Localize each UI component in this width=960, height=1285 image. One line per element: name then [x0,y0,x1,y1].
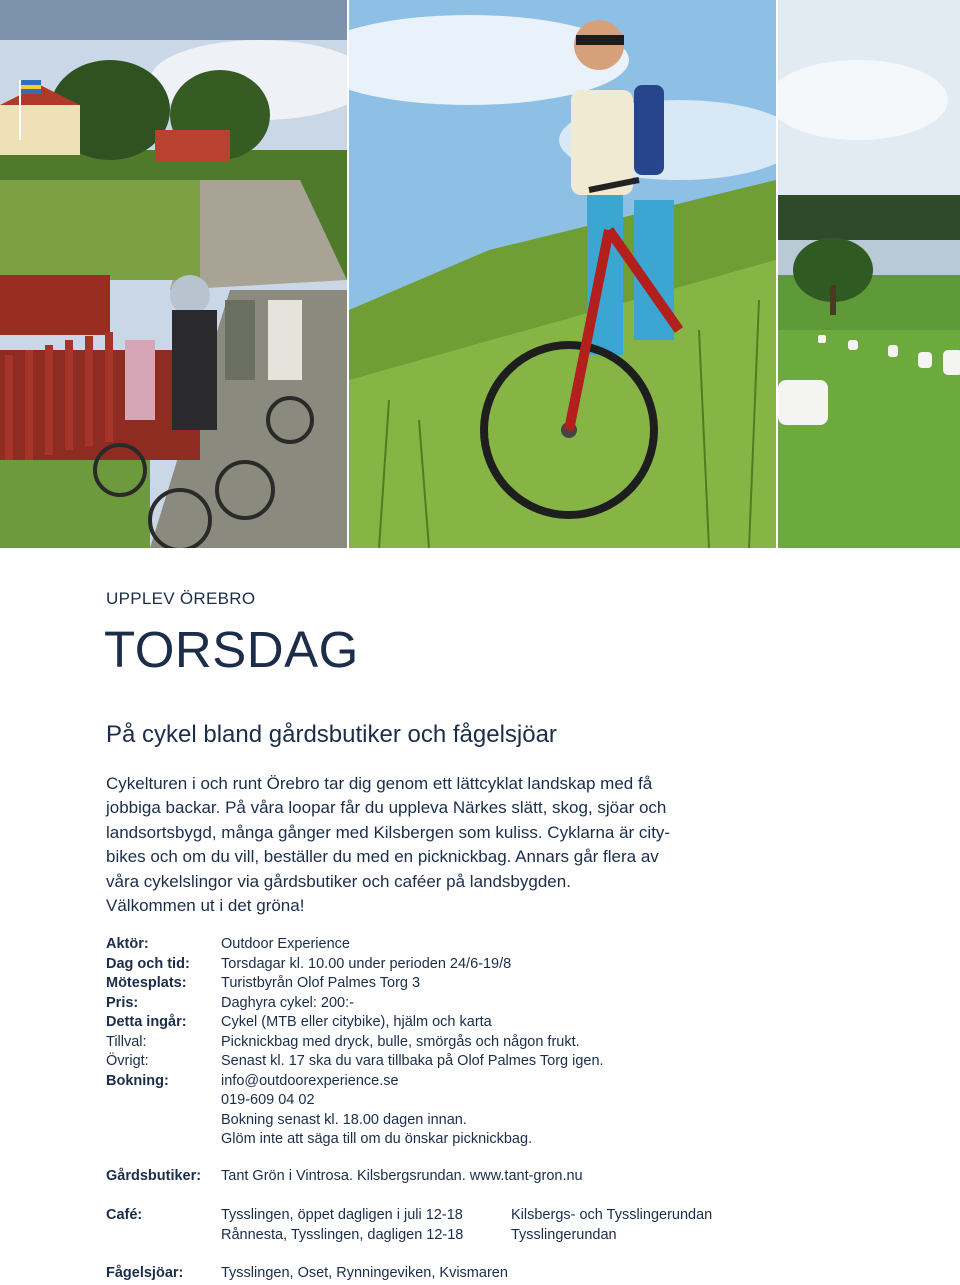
detail-label: Mötesplats: [106,975,187,991]
cafe-place: Rånnesta, Tysslingen, dagligen 12-18 [221,1226,464,1243]
detail-label: Dag och tid: [106,955,190,972]
cafe-label: Café: [106,1207,143,1223]
intro-line: Välkommen ut i det gröna! [106,896,305,916]
detail-value: Senast kl. 17 ska du vara tillbaka på Olof Palmes Torg igen. [221,1053,604,1069]
farm-shops-row [106,1167,866,1187]
detail-value: Glöm inte att säga till om du önskar picknickbag. [221,1131,533,1147]
detail-label: Tillval: [106,1033,147,1050]
detail-value: Outdoor Experience [221,936,350,952]
article-intro [106,772,706,918]
detail-label: Pris: [106,994,139,1011]
cafe-place: Tysslingen, öppet dagligen i juli 12-18 [221,1207,463,1223]
farm-shops-value: Tant Grön i Vintrosa. Kilsbergsrundan. www.tant-gron.nu [221,1168,583,1184]
detail-label: Övrigt: [106,1053,149,1069]
detail-value: Turistbyrån Olof Palmes Torg 3 [221,975,421,991]
detail-label: Detta ingår: [106,1014,187,1030]
cafe-block [106,1206,866,1246]
photo-village-road-cyclists [0,0,347,548]
detail-value: Cykel (MTB eller citybike), hjälm och karta [221,1014,492,1030]
intro-line: jobbiga backar. På våra loopar får du uppleva Närkes slätt, skog, sjöar och [106,798,667,818]
bird-lakes-row [106,1264,866,1284]
farm-shops-label: Gårdsbutiker: [106,1168,202,1184]
booking-phone[interactable]: 019-609 04 02 [221,1092,315,1108]
booking-email[interactable]: info@outdoorexperience.se [221,1072,399,1089]
detail-value: Daghyra cykel: 200:- [221,994,354,1011]
photo-field-hay-bales [778,0,960,548]
intro-line: våra cykelslingor via gårdsbutiker och caféer på landsbygden. [106,871,571,891]
cafe-route: Tysslingerundan [511,1226,617,1243]
article-subtitle: På cykel bland gårdsbutiker och fågelsjöar [106,721,557,748]
intro-line: Cykelturen i och runt Örebro tar dig genom ett lättcyklat landskap med få [106,774,653,793]
intro-line: landsortsbygd, många gånger med Kilsbergen som kuliss. Cyklarna är city- [106,822,671,842]
detail-value: Bokning senast kl. 18.00 dagen innan. [221,1111,467,1128]
detail-value: Torsdagar kl. 10.00 under perioden 24/6-19/8 [221,955,512,972]
details-list [106,935,866,1150]
bird-lakes-label: Fågelsjöar: [106,1265,184,1281]
section-kicker: UPPLEV ÖREBRO [106,589,256,608]
detail-label: Aktör: [106,936,149,952]
page-title: TORSDAG [104,621,359,678]
cafe-route: Kilsbergs- och Tysslingerundan [511,1207,713,1223]
detail-value: Picknickbag med dryck, bulle, smörgås och någon frukt. [221,1033,580,1050]
intro-line: bikes och om du vill, beställer du med en picknickbag. Annars går flera av [106,847,659,867]
bird-lakes-value: Tysslingen, Oset, Rynningeviken, Kvismaren [221,1265,508,1281]
detail-label: Bokning: [106,1072,169,1089]
photo-woman-mountain-bike [349,0,776,548]
